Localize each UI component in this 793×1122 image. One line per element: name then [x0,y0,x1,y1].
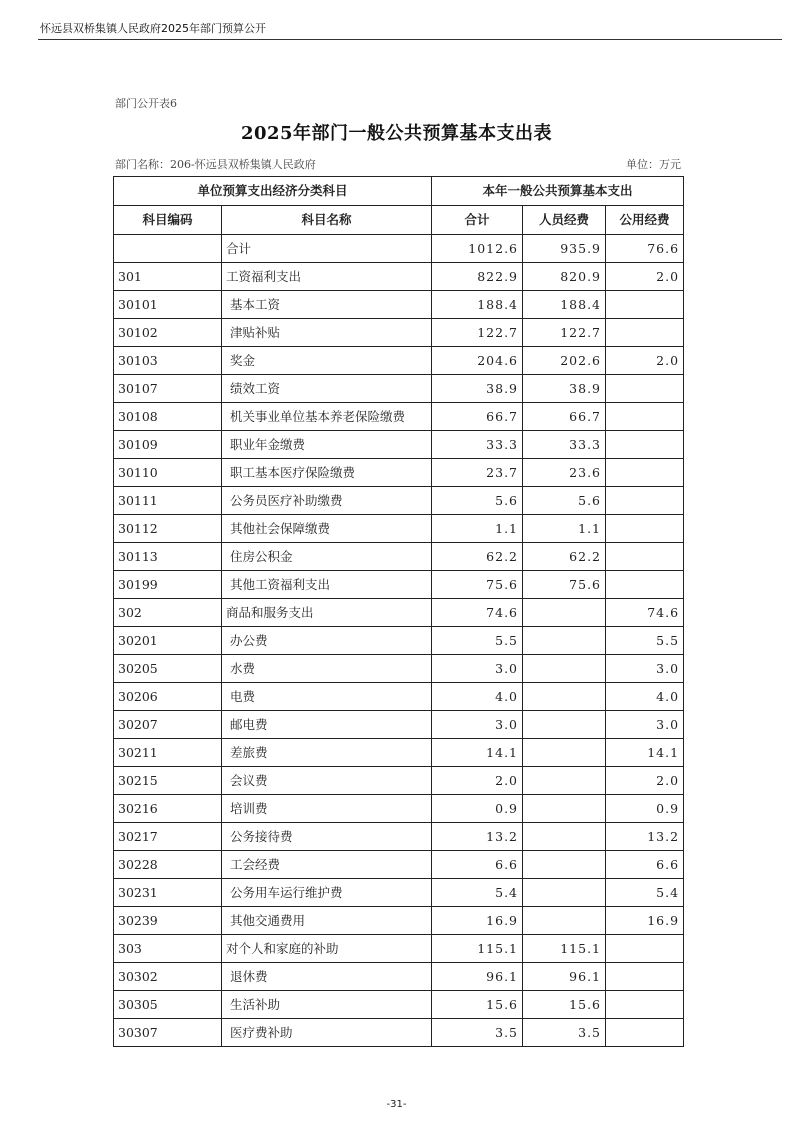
cell-personnel: 38.9 [523,375,606,403]
cell-code: 30205 [114,655,222,683]
cell-code: 30201 [114,627,222,655]
table-row [114,907,684,935]
cell-total: 4.0 [432,683,523,711]
cell-total: 15.6 [432,991,523,1019]
cell-name: 机关事业单位基本养老保险缴费 [222,403,432,431]
cell-code: 30103 [114,347,222,375]
cell-public [606,403,684,431]
cell-code: 30217 [114,823,222,851]
cell-total: 0.9 [432,795,523,823]
header-name: 科目名称 [222,206,432,235]
cell-name: 退休费 [222,963,432,991]
cell-code: 30110 [114,459,222,487]
cell-public: 0.9 [606,795,684,823]
table-row [114,1019,684,1047]
cell-total: 1012.6 [432,235,523,263]
cell-code: 30112 [114,515,222,543]
cell-code: 30107 [114,375,222,403]
table-row [114,487,684,515]
table-row [114,823,684,851]
cell-code: 301 [114,263,222,291]
cell-personnel [523,599,606,627]
cell-public: 74.6 [606,599,684,627]
cell-personnel [523,655,606,683]
cell-public [606,963,684,991]
table-row [114,543,684,571]
cell-name: 会议费 [222,767,432,795]
cell-code [114,235,222,263]
cell-code: 30307 [114,1019,222,1047]
cell-public: 3.0 [606,711,684,739]
cell-public: 5.5 [606,627,684,655]
unit-label: 单位：万元 [626,158,681,171]
cell-code: 30109 [114,431,222,459]
cell-public [606,935,684,963]
cell-name: 医疗费补助 [222,1019,432,1047]
table-row [114,963,684,991]
table-row [114,879,684,907]
cell-name: 商品和服务支出 [222,599,432,627]
cell-name: 职工基本医疗保险缴费 [222,459,432,487]
cell-total: 75.6 [432,571,523,599]
cell-name: 住房公积金 [222,543,432,571]
table-row [114,571,684,599]
table-row [114,291,684,319]
header-row-group [114,177,684,206]
cell-public [606,571,684,599]
cell-personnel [523,879,606,907]
cell-personnel: 62.2 [523,543,606,571]
cell-code: 30113 [114,543,222,571]
cell-code: 30228 [114,851,222,879]
table-body [114,235,684,1047]
cell-public [606,991,684,1019]
cell-personnel [523,767,606,795]
cell-public: 4.0 [606,683,684,711]
cell-public: 13.2 [606,823,684,851]
cell-public: 16.9 [606,907,684,935]
cell-personnel: 5.6 [523,487,606,515]
table-row [114,347,684,375]
cell-name: 邮电费 [222,711,432,739]
table-row [114,683,684,711]
cell-public [606,431,684,459]
cell-public: 2.0 [606,263,684,291]
cell-public [606,487,684,515]
cell-code: 30206 [114,683,222,711]
cell-personnel: 188.4 [523,291,606,319]
table-row [114,767,684,795]
table-row [114,795,684,823]
cell-name: 其他工资福利支出 [222,571,432,599]
header-divider [38,39,782,40]
cell-public [606,375,684,403]
cell-personnel [523,907,606,935]
cell-personnel: 935.9 [523,235,606,263]
cell-public: 76.6 [606,235,684,263]
cell-personnel [523,683,606,711]
cell-public [606,1019,684,1047]
cell-name: 职业年金缴费 [222,431,432,459]
budget-table [113,176,684,1047]
cell-total: 23.7 [432,459,523,487]
cell-total: 5.4 [432,879,523,907]
cell-name: 其他社会保障缴费 [222,515,432,543]
cell-code: 30231 [114,879,222,907]
cell-personnel [523,851,606,879]
cell-personnel [523,711,606,739]
cell-total: 62.2 [432,543,523,571]
cell-name: 其他交通费用 [222,907,432,935]
table-row [114,319,684,347]
cell-public [606,459,684,487]
cell-name: 津贴补贴 [222,319,432,347]
cell-code: 30102 [114,319,222,347]
cell-personnel: 33.3 [523,431,606,459]
cell-personnel: 115.1 [523,935,606,963]
cell-code: 30111 [114,487,222,515]
header-total: 合计 [432,206,523,235]
cell-code: 30216 [114,795,222,823]
cell-public [606,515,684,543]
header-public: 公用经费 [606,206,684,235]
cell-personnel: 3.5 [523,1019,606,1047]
cell-name: 基本工资 [222,291,432,319]
cell-public: 3.0 [606,655,684,683]
running-header: 怀远县双桥集镇人民政府2025年部门预算公开 [40,22,266,35]
table-row [114,403,684,431]
table-row [114,627,684,655]
cell-public: 14.1 [606,739,684,767]
cell-total: 96.1 [432,963,523,991]
cell-name: 公务接待费 [222,823,432,851]
cell-name: 工会经费 [222,851,432,879]
cell-name: 工资福利支出 [222,263,432,291]
table-row [114,515,684,543]
cell-public [606,543,684,571]
table-row [114,459,684,487]
cell-name: 培训费 [222,795,432,823]
cell-code: 30101 [114,291,222,319]
cell-total: 3.0 [432,655,523,683]
table-row [114,851,684,879]
table-number: 部门公开表6 [115,97,177,110]
cell-personnel: 15.6 [523,991,606,1019]
cell-code: 30211 [114,739,222,767]
cell-public [606,319,684,347]
cell-total: 3.0 [432,711,523,739]
table-row [114,655,684,683]
cell-code: 30239 [114,907,222,935]
cell-personnel: 66.7 [523,403,606,431]
cell-code: 30302 [114,963,222,991]
cell-personnel [523,795,606,823]
cell-name: 绩效工资 [222,375,432,403]
cell-personnel: 122.7 [523,319,606,347]
department-name: 部门名称：206-怀远县双桥集镇人民政府 [115,158,316,171]
cell-personnel [523,627,606,655]
cell-total: 204.6 [432,347,523,375]
cell-name: 办公费 [222,627,432,655]
cell-public: 2.0 [606,767,684,795]
cell-name: 奖金 [222,347,432,375]
header-economic-classification: 单位预算支出经济分类科目 [114,177,432,206]
cell-personnel: 202.6 [523,347,606,375]
cell-total: 5.5 [432,627,523,655]
cell-public: 6.6 [606,851,684,879]
cell-name: 生活补助 [222,991,432,1019]
document-title: 2025年部门一般公共预算基本支出表 [240,123,553,144]
cell-total: 74.6 [432,599,523,627]
cell-total: 66.7 [432,403,523,431]
cell-name: 公务员医疗补助缴费 [222,487,432,515]
cell-personnel: 23.6 [523,459,606,487]
table-row [114,263,684,291]
table-row [114,375,684,403]
cell-total: 33.3 [432,431,523,459]
header-row-columns [114,206,684,235]
cell-total: 14.1 [432,739,523,767]
cell-name: 水费 [222,655,432,683]
cell-code: 302 [114,599,222,627]
cell-public: 2.0 [606,347,684,375]
cell-personnel: 1.1 [523,515,606,543]
page-number: -31- [386,1099,407,1110]
cell-total: 822.9 [432,263,523,291]
table-row [114,431,684,459]
cell-personnel: 75.6 [523,571,606,599]
cell-total: 122.7 [432,319,523,347]
cell-personnel: 820.9 [523,263,606,291]
cell-personnel [523,739,606,767]
cell-name: 对个人和家庭的补助 [222,935,432,963]
cell-total: 188.4 [432,291,523,319]
table-row [114,599,684,627]
cell-name: 差旅费 [222,739,432,767]
cell-total: 16.9 [432,907,523,935]
table-row [114,235,684,263]
cell-personnel [523,823,606,851]
table-row [114,991,684,1019]
cell-code: 30305 [114,991,222,1019]
header-code: 科目编码 [114,206,222,235]
cell-code: 30108 [114,403,222,431]
table-row [114,935,684,963]
cell-total: 6.6 [432,851,523,879]
cell-total: 38.9 [432,375,523,403]
cell-personnel: 96.1 [523,963,606,991]
header-basic-expenditure: 本年一般公共预算基本支出 [432,177,684,206]
cell-public: 5.4 [606,879,684,907]
cell-total: 5.6 [432,487,523,515]
table-row [114,711,684,739]
cell-code: 30215 [114,767,222,795]
cell-total: 115.1 [432,935,523,963]
cell-code: 303 [114,935,222,963]
cell-total: 1.1 [432,515,523,543]
cell-code: 30199 [114,571,222,599]
cell-total: 3.5 [432,1019,523,1047]
cell-public [606,291,684,319]
cell-name: 合计 [222,235,432,263]
cell-code: 30207 [114,711,222,739]
cell-total: 2.0 [432,767,523,795]
header-personnel: 人员经费 [523,206,606,235]
table-row [114,739,684,767]
cell-name: 电费 [222,683,432,711]
cell-total: 13.2 [432,823,523,851]
cell-name: 公务用车运行维护费 [222,879,432,907]
